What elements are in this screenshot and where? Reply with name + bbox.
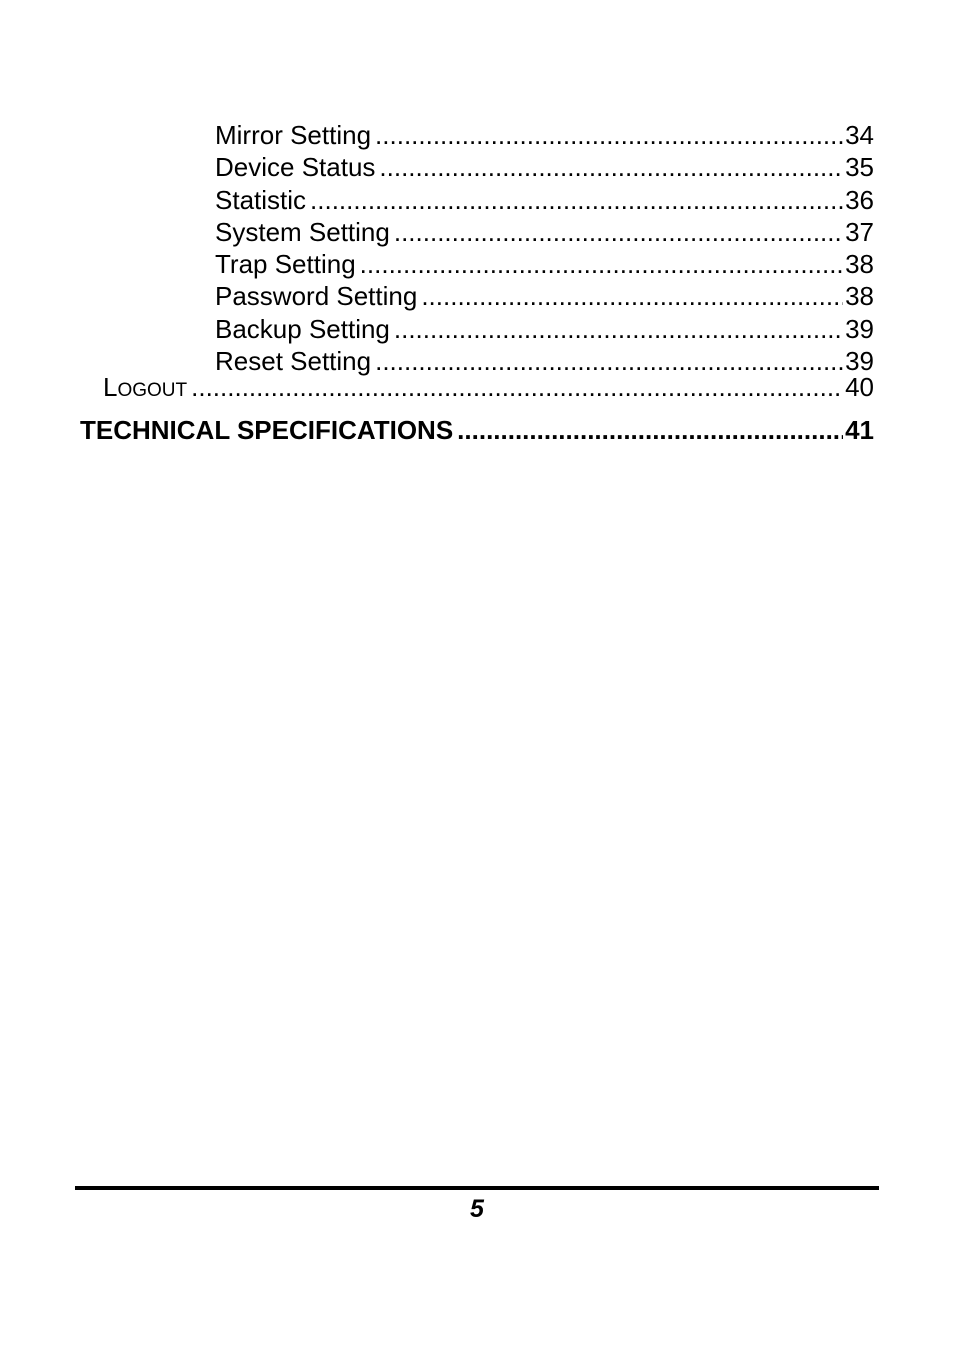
toc-entry-label: Trap Setting [215, 249, 356, 279]
toc-entry-system-setting[interactable] [215, 216, 874, 248]
footer-divider [75, 1186, 879, 1190]
toc-entry-device-status[interactable] [215, 151, 874, 183]
dot-leader [375, 119, 843, 151]
toc-entry-page: 41 [845, 415, 874, 445]
toc-entry-page: 38 [845, 249, 874, 279]
toc-entry-backup-setting[interactable] [215, 313, 874, 345]
toc-entry-page: 39 [845, 314, 874, 344]
toc-entry-label: Mirror Setting [215, 120, 372, 150]
page-number: 5 [470, 1195, 484, 1223]
dot-leader [394, 313, 843, 345]
toc-entry-page: 34 [845, 120, 874, 150]
toc-entry-label: Statistic [215, 185, 307, 215]
toc-entry-logout[interactable] [103, 372, 874, 402]
toc-entry-label: TECHNICAL SPECIFICATIONS [80, 415, 454, 445]
toc-entry-label-rest: OGOUT [117, 380, 188, 401]
toc-entry-label: Reset Setting [215, 346, 372, 376]
toc-entry-label: Backup Setting [215, 314, 390, 344]
dot-leader [379, 151, 843, 183]
toc-entry-statistic[interactable] [215, 184, 874, 216]
toc-entry-label: Device Status [215, 152, 376, 182]
toc-entry-label [103, 372, 187, 402]
toc-entry-page: 40 [845, 372, 874, 402]
dot-leader [360, 248, 843, 280]
toc-entry-label-initial: L [103, 372, 118, 402]
dot-leader [310, 184, 843, 216]
toc-entry-technical-specifications[interactable] [80, 413, 874, 447]
toc-entry-label: Password Setting [215, 281, 418, 311]
dot-leader [191, 372, 843, 402]
dot-leader [394, 216, 843, 248]
toc-entry-page: 39 [845, 346, 874, 376]
toc-entry-label: System Setting [215, 217, 390, 247]
toc-entry-page: 38 [845, 281, 874, 311]
toc-entry-page: 37 [845, 217, 874, 247]
toc-entry-password-setting[interactable] [215, 280, 874, 312]
toc-entry-mirror-setting[interactable] [215, 119, 874, 151]
dot-leader [421, 280, 843, 312]
toc-entry-page: 35 [845, 152, 874, 182]
toc-entry-page: 36 [845, 185, 874, 215]
dot-leader [457, 413, 843, 447]
toc-entry-trap-setting[interactable] [215, 248, 874, 280]
